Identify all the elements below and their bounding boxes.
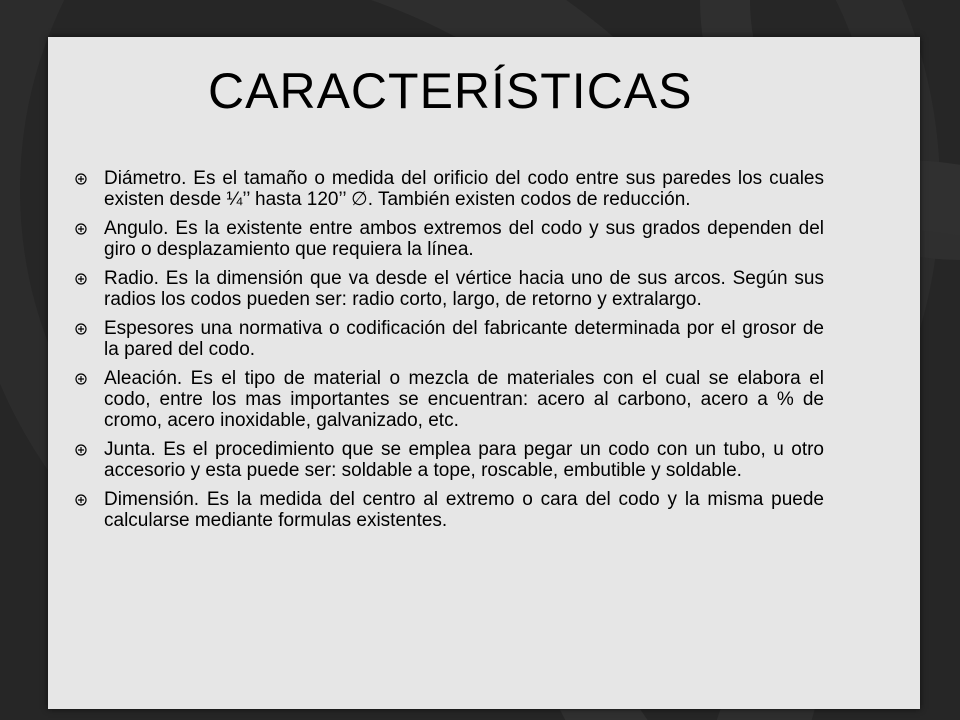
bullet-text: Diámetro. Es el tamaño o medida del orificio del codo entre sus paredes los cuales existen desde ¼’’ hasta 120’’ ∅. También existen codos de reducción.	[104, 168, 824, 210]
circled-plus-icon	[75, 494, 87, 506]
circled-plus-icon	[75, 173, 87, 185]
bullet-text: Junta. Es el procedimiento que se emplea para pegar un codo con un tubo, u otro accesorio y esta puede ser: soldable a tope, roscable, embutible y soldable.	[104, 439, 824, 481]
bullet-text: Dimensión. Es la medida del centro al extremo o cara del codo y la misma puede calcularse mediante formulas existentes.	[104, 489, 824, 531]
circled-plus-icon	[75, 323, 87, 335]
bullet-item	[72, 318, 824, 360]
bullet-item	[72, 268, 824, 310]
slide-title: CARACTERÍSTICAS	[208, 63, 693, 119]
circled-plus-icon	[75, 273, 87, 285]
bullet-text: Espesores una normativa o codificación del fabricante determinada por el grosor de la pared del codo.	[104, 318, 824, 360]
bullet-text: Radio. Es la dimensión que va desde el vértice hacia uno de sus arcos. Según sus radios los codos pueden ser: radio corto, largo, de retorno y extralargo.	[104, 268, 824, 310]
bullet-item	[72, 218, 824, 260]
bullet-item	[72, 368, 824, 431]
bullet-list	[72, 168, 824, 539]
bullet-item	[72, 489, 824, 531]
circled-plus-icon	[75, 444, 87, 456]
bullet-text: Aleación. Es el tipo de material o mezcla de materiales con el cual se elabora el codo, entre los mas importantes se encuentran: acero al carbono, acero a % de cromo, acero inoxidable, galvanizado, etc.	[104, 368, 824, 431]
circled-plus-icon	[75, 223, 87, 235]
bullet-item	[72, 439, 824, 481]
bullet-text: Angulo. Es la existente entre ambos extremos del codo y sus grados dependen del giro o desplazamiento que requiera la línea.	[104, 218, 824, 260]
bullet-item	[72, 168, 824, 210]
circled-plus-icon	[75, 373, 87, 385]
